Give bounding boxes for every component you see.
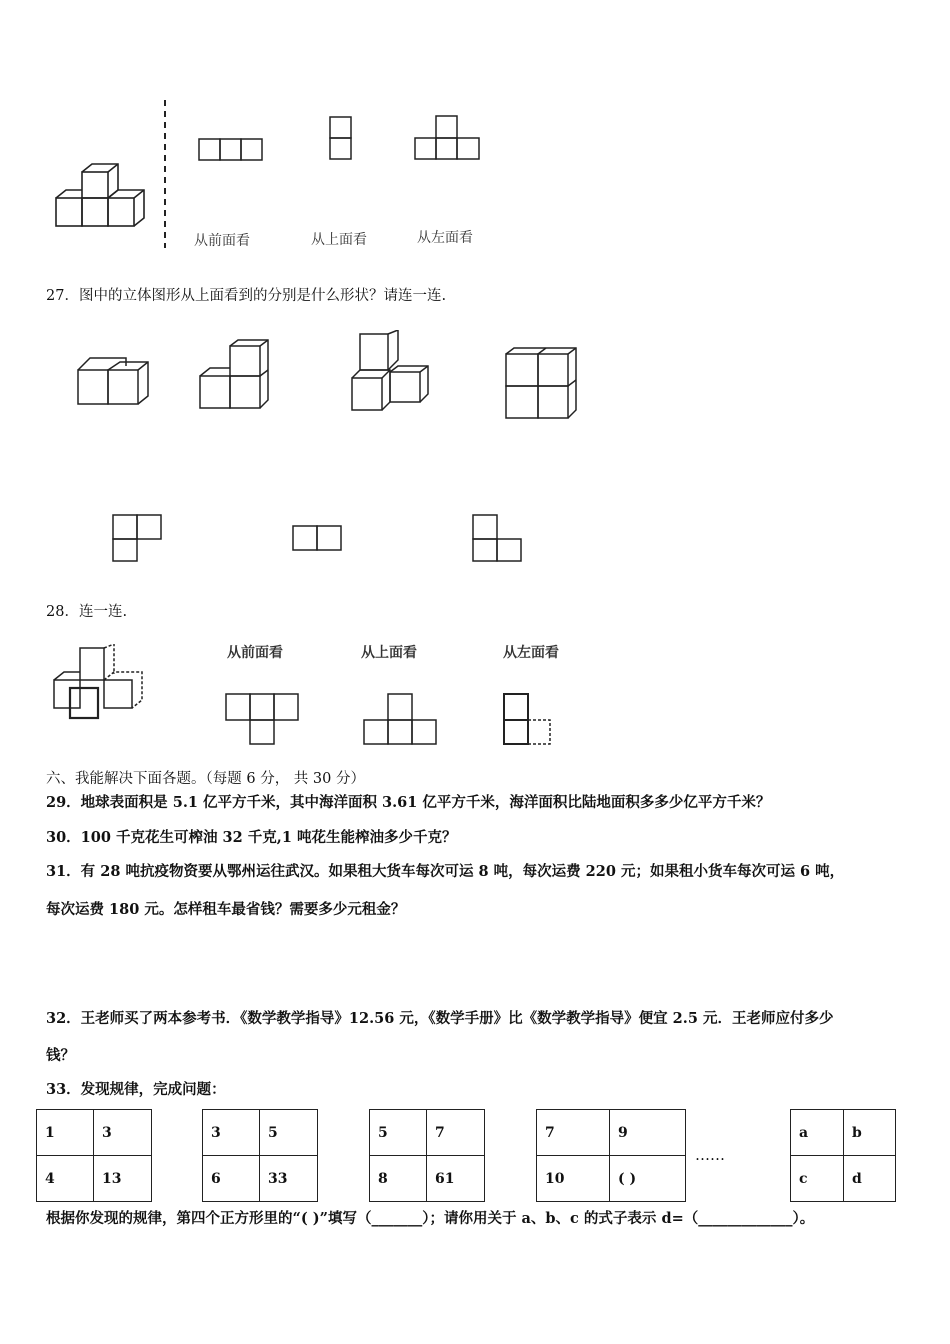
q32-line2: 钱？ xyxy=(46,1047,75,1064)
q31-line2: 每次运费 180 元。怎样租车最省钱？需要多少元租金？ xyxy=(46,901,406,918)
cell: c xyxy=(791,1156,844,1202)
q33-square-1 xyxy=(36,1109,152,1202)
q27-top-view-2 xyxy=(291,524,345,552)
cell: 7 xyxy=(537,1110,610,1156)
cell: 5 xyxy=(370,1110,427,1156)
section6-title: 六、我能解决下面各题。（每题 6 分， 共 30 分） xyxy=(46,771,365,787)
q31-line1: 31．有 28 吨抗疫物资要从鄂州运往武汉。如果租大货车每次可运 8 吨，每次运费 220 元；如果租小货车每次可运 6 吨， xyxy=(46,863,845,880)
cell: d xyxy=(844,1156,896,1202)
cell: a xyxy=(791,1110,844,1156)
q28-caption-left: 从左面看 xyxy=(503,645,559,661)
q26-solid-figure xyxy=(52,160,152,232)
q33-answer-line: 根据你发现的规律，第四个正方形里的“( )”填写（_______）；请你用关于 a、b、c 的式子表示 d=（_____________）。 xyxy=(46,1210,815,1227)
cell: 61 xyxy=(427,1156,485,1202)
q32-line1: 32．王老师买了两本参考书．《数学教学指导》12.56 元，《数学手册》比《数学教学指导》便宜 2.5 元．王老师应付多少 xyxy=(46,1010,834,1027)
q33-square-4 xyxy=(536,1109,686,1202)
q26-left-view xyxy=(414,114,484,162)
q33-square-2 xyxy=(202,1109,318,1202)
q27-top-view-1 xyxy=(111,513,165,563)
q26-caption-front: 从前面看 xyxy=(194,233,250,249)
cell: 9 xyxy=(610,1110,686,1156)
cell: 7 xyxy=(427,1110,485,1156)
q26-front-view xyxy=(198,138,266,162)
cell: 13 xyxy=(94,1156,152,1202)
q28-top-view xyxy=(362,692,442,746)
q26-caption-top: 从上面看 xyxy=(311,232,367,248)
q28-front-view xyxy=(224,692,302,746)
q28-solid-figure xyxy=(50,644,150,722)
cell: b xyxy=(844,1110,896,1156)
cell: 6 xyxy=(203,1156,260,1202)
dashed-divider xyxy=(160,100,170,248)
q27-solid-3 xyxy=(348,330,434,414)
q27-solid-4 xyxy=(504,346,580,420)
q26-top-view xyxy=(329,115,355,163)
q28-left-view xyxy=(502,692,556,748)
q28-text: 28．连一连. xyxy=(46,604,128,620)
q33-square-3 xyxy=(369,1109,485,1202)
q28-caption-front: 从前面看 xyxy=(227,645,283,661)
q33-square-general xyxy=(790,1109,896,1202)
cell: 1 xyxy=(37,1110,94,1156)
cell: 3 xyxy=(203,1110,260,1156)
q28-caption-top: 从上面看 xyxy=(361,645,417,661)
q26-caption-left: 从左面看 xyxy=(417,230,473,246)
q27-top-view-3 xyxy=(471,513,525,563)
cell: 10 xyxy=(537,1156,610,1202)
q33-ellipsis: …… xyxy=(695,1146,725,1164)
q30-text: 30．100 千克花生可榨油 32 千克,1 吨花生能榨油多少千克？ xyxy=(46,829,457,846)
cell: 33 xyxy=(260,1156,318,1202)
answer-blank-cell: ( ) xyxy=(610,1156,686,1202)
q33-text: 33．发现规律，完成问题： xyxy=(46,1081,226,1098)
q29-text: 29．地球表面积是 5.1 亿平方千米，其中海洋面积 3.61 亿平方千米，海洋面积比陆地面积多多少亿平方千米？ xyxy=(46,794,771,811)
cell: 4 xyxy=(37,1156,94,1202)
q27-text: 27．图中的立体图形从上面看到的分别是什么形状？请连一连. xyxy=(46,288,447,304)
q27-solid-1 xyxy=(76,354,152,408)
cell: 3 xyxy=(94,1110,152,1156)
cell: 5 xyxy=(260,1110,318,1156)
q27-solid-2 xyxy=(196,338,272,412)
cell: 8 xyxy=(370,1156,427,1202)
